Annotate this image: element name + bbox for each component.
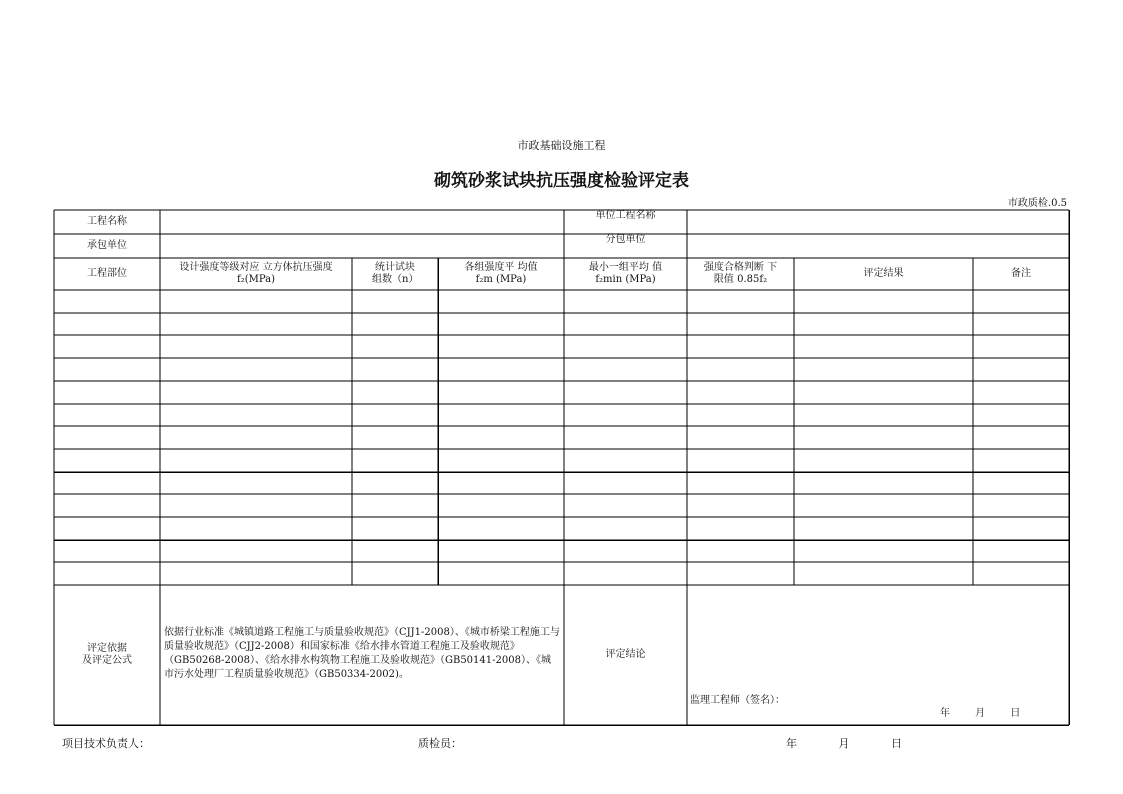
table-cell[interactable] — [794, 472, 973, 495]
table-cell[interactable] — [352, 290, 438, 313]
table-cell[interactable] — [564, 449, 687, 472]
table-cell[interactable] — [564, 404, 687, 427]
table-cell[interactable] — [352, 426, 438, 449]
table-cell[interactable] — [687, 313, 794, 336]
table-cell[interactable] — [54, 404, 160, 427]
table-cell[interactable] — [54, 358, 160, 381]
table-cell[interactable] — [438, 290, 564, 313]
table-cell[interactable] — [54, 381, 160, 404]
table-cell[interactable] — [160, 449, 352, 472]
table-cell[interactable] — [54, 290, 160, 313]
table-cell[interactable] — [352, 335, 438, 358]
table-cell[interactable] — [687, 358, 794, 381]
table-cell[interactable] — [160, 381, 352, 404]
table-cell[interactable] — [687, 472, 794, 495]
contractor-value[interactable] — [160, 234, 564, 258]
col-header-design-strength: 设计强度等级对应 立方体抗压强度 f₂(MPa) — [179, 262, 333, 285]
table-cell[interactable] — [438, 472, 564, 495]
table-cell[interactable] — [564, 358, 687, 381]
table-cell[interactable] — [973, 426, 1069, 449]
col-header-min-avg: 最小一组平均 值 f₂min (MPa) — [588, 262, 663, 285]
form-code: 市政质检.0.5 — [1007, 198, 1067, 209]
table-cell[interactable] — [973, 540, 1069, 563]
table-cell[interactable] — [973, 290, 1069, 313]
table-cell[interactable] — [794, 517, 973, 540]
table-cell[interactable] — [438, 540, 564, 563]
table-cell[interactable] — [54, 494, 160, 517]
basis-label: 评定依据 及评定公式 — [82, 643, 132, 666]
table-cell[interactable] — [973, 517, 1069, 540]
table-cell[interactable] — [54, 517, 160, 540]
table-cell[interactable] — [564, 290, 687, 313]
table-cell[interactable] — [973, 494, 1069, 517]
contractor-label: 承包单位 — [87, 240, 127, 251]
table-cell[interactable] — [352, 517, 438, 540]
form-title: 砌筑砂浆试块抗压强度检验评定表 — [434, 171, 689, 191]
table-cell[interactable] — [160, 494, 352, 517]
subcontractor-label: 分包单位 — [605, 234, 646, 245]
table-cell[interactable] — [687, 540, 794, 563]
table-cell[interactable] — [352, 358, 438, 381]
table-cell[interactable] — [564, 562, 687, 585]
table-cell[interactable] — [438, 335, 564, 358]
table-cell[interactable] — [438, 426, 564, 449]
subcontractor-value[interactable] — [687, 234, 1069, 258]
table-cell[interactable] — [438, 404, 564, 427]
table-cell[interactable] — [564, 494, 687, 517]
table-cell[interactable] — [687, 335, 794, 358]
footer-date: 年 月 日 — [786, 737, 902, 750]
table-cell[interactable] — [352, 472, 438, 495]
unit-project-value[interactable] — [687, 210, 1069, 234]
table-cell[interactable] — [687, 494, 794, 517]
supervisor-date: 年 月 日 — [940, 708, 1021, 719]
table-cell[interactable] — [687, 517, 794, 540]
table-cell[interactable] — [973, 313, 1069, 336]
table-cell[interactable] — [687, 290, 794, 313]
table-cell[interactable] — [438, 517, 564, 540]
table-cell[interactable] — [160, 404, 352, 427]
table-cell[interactable] — [54, 426, 160, 449]
table-cell[interactable] — [794, 494, 973, 517]
table-cell[interactable] — [438, 562, 564, 585]
table-cell[interactable] — [54, 449, 160, 472]
basis-text: 依据行业标准《城镇道路工程施工与质量验收规范》（CJJ1-2008）、《城市桥梁工程施工与质量验收规范》（CJJ2-2008）和国家标准《给水排水管道工程施工及验收规范》（GB50268-2008）、《给水排水构筑物工程施工及验收规范》（GB50141-2008）、《城市污水处理厂工程质量验收规范》（GB50334-2002)。 — [164, 627, 560, 680]
table-cell[interactable] — [794, 562, 973, 585]
table-cell[interactable] — [54, 335, 160, 358]
table-cell[interactable] — [973, 404, 1069, 427]
table-cell[interactable] — [794, 290, 973, 313]
table-cell[interactable] — [687, 449, 794, 472]
table-cell[interactable] — [794, 540, 973, 563]
table-cell[interactable] — [352, 313, 438, 336]
unit-project-label: 单位工程名称 — [595, 210, 656, 221]
table-cell[interactable] — [564, 335, 687, 358]
table-cell[interactable] — [564, 313, 687, 336]
table-cell[interactable] — [352, 449, 438, 472]
table-cell[interactable] — [160, 290, 352, 313]
table-cell[interactable] — [687, 404, 794, 427]
table-cell[interactable] — [564, 517, 687, 540]
table-cell[interactable] — [794, 381, 973, 404]
table-cell[interactable] — [794, 358, 973, 381]
col-header-lower-limit: 强度合格判断 下限值 0.85f₂ — [703, 262, 778, 285]
table-cell[interactable] — [352, 494, 438, 517]
table-cell[interactable] — [54, 313, 160, 336]
table-cell[interactable] — [160, 562, 352, 585]
table-cell[interactable] — [352, 540, 438, 563]
tech-lead-label: 项目技术负责人： — [62, 737, 150, 750]
table-cell[interactable] — [438, 358, 564, 381]
supervisor-signature-label: 监理工程师（签名）： — [690, 695, 785, 706]
table-cell[interactable] — [794, 313, 973, 336]
table-cell[interactable] — [352, 381, 438, 404]
table-cell[interactable] — [973, 358, 1069, 381]
col-header-group-count: 统计试块 组数（n） — [372, 262, 419, 285]
table-cell[interactable] — [973, 562, 1069, 585]
table-cell[interactable] — [687, 381, 794, 404]
table-cell[interactable] — [687, 562, 794, 585]
table-cell[interactable] — [54, 562, 160, 585]
table-cell[interactable] — [54, 472, 160, 495]
table-cell[interactable] — [160, 540, 352, 563]
table-cell[interactable] — [160, 313, 352, 336]
table-cell[interactable] — [794, 426, 973, 449]
org-title: 市政基础设施工程 — [517, 139, 606, 152]
table-cell[interactable] — [973, 381, 1069, 404]
col-header-result: 评定结果 — [863, 268, 904, 279]
table-cell[interactable] — [794, 335, 973, 358]
table-cell[interactable] — [564, 381, 687, 404]
table-cell[interactable] — [160, 517, 352, 540]
col-header-remarks: 备注 — [1011, 268, 1031, 279]
table-cell[interactable] — [794, 404, 973, 427]
table-cell[interactable] — [438, 449, 564, 472]
table-cell[interactable] — [973, 449, 1069, 472]
table-cell[interactable] — [687, 426, 794, 449]
table-cell[interactable] — [438, 381, 564, 404]
table-cell[interactable] — [54, 540, 160, 563]
project-name-value[interactable] — [160, 210, 564, 234]
table-cell[interactable] — [973, 472, 1069, 495]
table-cell[interactable] — [564, 426, 687, 449]
table-cell[interactable] — [564, 472, 687, 495]
table-cell[interactable] — [160, 426, 352, 449]
table-cell[interactable] — [973, 335, 1069, 358]
col-header-avg-strength: 各组强度平 均值 f₂m (MPa) — [464, 262, 538, 285]
table-cell[interactable] — [160, 358, 352, 381]
table-cell[interactable] — [438, 494, 564, 517]
table-cell[interactable] — [564, 540, 687, 563]
project-name-label: 工程名称 — [87, 216, 127, 227]
inspector-label: 质检员： — [418, 737, 462, 750]
table-cell[interactable] — [352, 562, 438, 585]
table-cell[interactable] — [794, 449, 973, 472]
table-cell[interactable] — [160, 335, 352, 358]
conclusion-label: 评定结论 — [605, 649, 646, 660]
col-header-part: 工程部位 — [87, 268, 127, 279]
table-cell[interactable] — [352, 404, 438, 427]
table-cell[interactable] — [438, 313, 564, 336]
table-cell[interactable] — [160, 472, 352, 495]
